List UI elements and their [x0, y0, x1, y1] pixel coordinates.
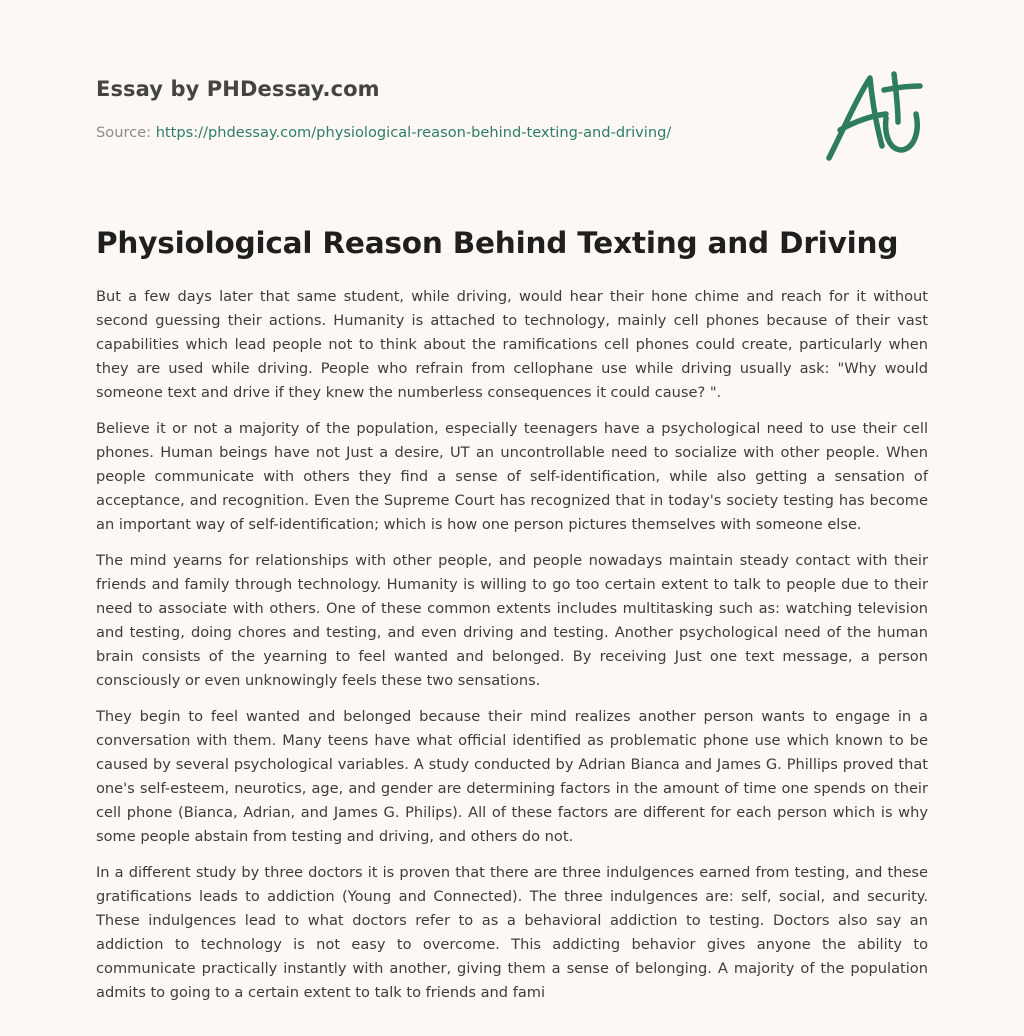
plus-vertical-stroke	[894, 74, 898, 122]
source-label: Source:	[96, 124, 152, 141]
source-line	[96, 124, 671, 141]
essay-paragraph: They begin to feel wanted and belonged because their mind realizes another person wants to engage in a conversation with them. Many teens have what official identified as problematic phone use which known to be caused by several psychological variables. A study conducted by Adrian Bianca and James G. Phillips proved that one's self-esteem, neurotics, age, and gender are determining factors in the amount of time one spends on their cell phone (Bianca, Adrian, and James G. Philips). All of these factors are different for each person which is why some people abstain from testing and driving, and others do not.	[96, 708, 928, 845]
essay-paragraph: The mind yearns for relationships with other people, and people nowadays maintain steady contact with their friends and family through technology. Humanity is willing to go too certain extent to talk to people due to their need to associate with others. One of these common extents includes multitasking such as: watching television and testing, doing chores and testing, and even driving and testing. Another psychological need of the human brain consists of the yearning to feel wanted and belonged. By receiving Just one text message, a person consciously or even unknowingly feels these two sensations.	[96, 552, 928, 689]
plus-horizontal-stroke	[884, 86, 920, 90]
essay-paragraph: But a few days later that same student, while driving, would hear their hone chime and reach for it without second guessing their actions. Humanity is attached to technology, mainly cell phones because of their vast capabilities which lead people not to think about the ramifications cell phones could create, particularly when they are used while driving. People who refrain from cellophane use while driving usually ask: "Why would someone text and drive if they knew the numberless consequences it could cause? ".	[96, 288, 928, 401]
essay-body	[96, 285, 928, 1017]
essay-title: Physiological Reason Behind Texting and Driving	[96, 226, 899, 260]
source-link[interactable]: https://phdessay.com/physiological-reason-behind-texting-and-driving/	[155, 124, 672, 141]
essay-paragraph: Believe it or not a majority of the population, especially teenagers have a psychological need to use their cell phones. Human beings have not Just a desire, UT an uncontrollable need to socialize with other people. When people communicate with others they find a sense of self-identification, while also getting a sensation of acceptance, and recognition. Even the Supreme Court has recognized that in today's society testing has become an important way of self-identification; which is how one person pictures themselves with someone else.	[96, 420, 928, 533]
smile-stroke	[886, 114, 918, 150]
site-brand: Essay by PHDessay.com	[96, 77, 380, 101]
a-plus-grade-icon	[824, 68, 928, 164]
essay-paragraph: In a different study by three doctors it is proven that there are three indulgences earned from testing, and these gratifications leads to addiction (Young and Connected). The three indulgences are: self, social, and security. These indulgences lead to what doctors refer to as a behavioral addiction to testing. Doctors also say an addiction to technology is not easy to overcome. This addicting behavior gives anyone the ability to communicate practically instantly with another, giving them a sense of belonging. A majority of the population admits to going to a certain extent to talk to friends and fami	[96, 864, 928, 1001]
